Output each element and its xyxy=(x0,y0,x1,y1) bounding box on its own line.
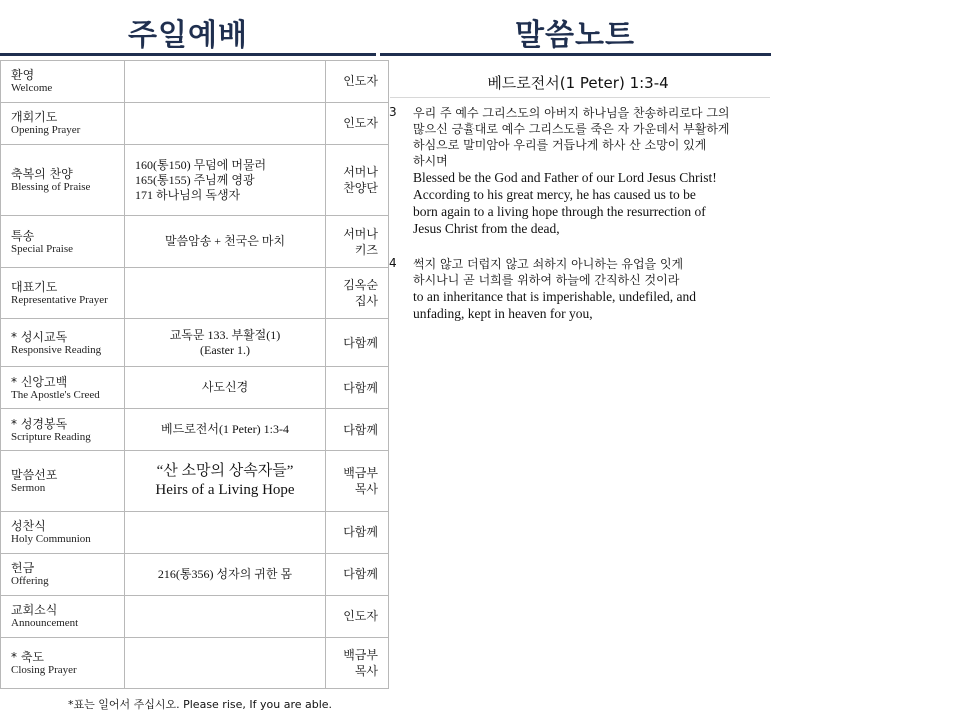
rise-footnote: *표는 일어서 주십시오. Please rise, If you are able. xyxy=(68,698,333,711)
order-item-content xyxy=(125,511,326,553)
order-item-label xyxy=(1,451,125,512)
leader-line: 다함께 xyxy=(343,380,378,395)
order-item-english: Responsive Reading xyxy=(11,343,102,356)
order-item-korean: 환영 xyxy=(11,68,35,83)
order-item-label xyxy=(1,319,125,367)
leader-line: 다함께 xyxy=(343,335,378,350)
order-item-leader xyxy=(326,553,389,595)
order-content-line: Heirs of a Living Hope xyxy=(155,481,295,498)
worship-title: 주일예배 xyxy=(128,18,248,53)
order-row xyxy=(1,595,389,637)
order-content-line: “산 소망의 상속자들” xyxy=(156,462,294,479)
order-item-english: Holy Communion xyxy=(11,533,91,546)
order-content-line: 160(통150) 무덤에 머물러 xyxy=(135,157,267,172)
order-item-label xyxy=(1,367,125,409)
order-of-worship-table xyxy=(0,60,389,689)
leader-line: 목사 xyxy=(354,481,378,496)
leader-line: 다함께 xyxy=(343,422,378,437)
order-item-content xyxy=(125,367,326,409)
leader-line: 목사 xyxy=(354,663,378,678)
leader-line: 김옥순 xyxy=(343,277,378,292)
order-item-english: Opening Prayer xyxy=(11,124,81,137)
order-item-korean: 개회기도 xyxy=(11,110,58,125)
verse-ko-line: 하시며 xyxy=(413,154,448,168)
leader-line: 인도자 xyxy=(343,609,378,624)
order-row xyxy=(1,144,389,216)
order-item-label xyxy=(1,511,125,553)
leader-line: 백금부 xyxy=(343,465,378,480)
reference-divider xyxy=(390,97,770,98)
order-item-label xyxy=(1,595,125,637)
order-item-korean: * 성경봉독 xyxy=(11,416,68,431)
order-item-leader xyxy=(326,367,389,409)
order-item-english: Closing Prayer xyxy=(11,663,77,676)
order-row xyxy=(1,409,389,451)
verse-ko-line: 우리 주 예수 그리스도의 아버지 하나님을 찬송하리로다 그의 xyxy=(413,106,730,120)
order-item-leader xyxy=(326,144,389,216)
order-item-leader xyxy=(326,595,389,637)
order-item-content xyxy=(125,144,326,216)
order-item-label xyxy=(1,637,125,688)
title-rule-left xyxy=(0,53,376,56)
order-item-korean: 대표기도 xyxy=(11,279,58,294)
order-row xyxy=(1,367,389,409)
order-row xyxy=(1,451,389,512)
order-item-english: The Apostle's Creed xyxy=(11,388,100,401)
order-item-label xyxy=(1,216,125,267)
verse-ko-line: 많으신 긍휼대로 예수 그리스도를 죽은 자 가운데서 부활하게 xyxy=(413,122,730,136)
leader-line: 서머나 xyxy=(343,165,378,180)
order-item-korean: * 신앙고백 xyxy=(11,374,68,389)
order-content-line: 말씀암송 + 천국은 마치 xyxy=(164,234,286,249)
leader-line: 키즈 xyxy=(354,242,378,257)
leader-line: 다함께 xyxy=(343,525,378,540)
order-item-korean: 교회소식 xyxy=(11,603,58,618)
order-item-english: Sermon xyxy=(11,481,46,494)
verse-3 xyxy=(389,105,769,237)
order-item-label xyxy=(1,267,125,318)
verse-number: 4 xyxy=(389,256,397,270)
order-item-korean: 말씀선포 xyxy=(11,467,58,482)
order-row xyxy=(1,102,389,144)
order-item-korean: 특송 xyxy=(11,228,35,243)
order-item-content xyxy=(125,595,326,637)
order-row xyxy=(1,319,389,367)
leader-line: 찬양단 xyxy=(343,181,378,196)
scripture-reference: 베드로전서(1 Peter) 1:3-4 xyxy=(487,74,669,92)
order-item-label xyxy=(1,409,125,451)
order-item-leader xyxy=(326,102,389,144)
title-rule-right xyxy=(380,53,771,56)
order-row xyxy=(1,553,389,595)
order-row xyxy=(1,216,389,267)
order-item-english: Announcement xyxy=(11,617,79,630)
order-row xyxy=(1,511,389,553)
order-item-leader xyxy=(326,267,389,318)
order-item-leader xyxy=(326,319,389,367)
order-content-line: 베드로전서(1 Peter) 1:3-4 xyxy=(161,422,289,437)
order-item-korean: 성찬식 xyxy=(11,519,46,534)
order-content-line: 216(통356) 성자의 귀한 몸 xyxy=(157,566,293,581)
verse-number: 3 xyxy=(389,105,397,119)
leader-line: 다함께 xyxy=(343,567,378,582)
order-item-label xyxy=(1,144,125,216)
order-row xyxy=(1,61,389,103)
leader-line: 인도자 xyxy=(343,74,378,89)
order-item-english: Offering xyxy=(11,575,49,588)
leader-line: 백금부 xyxy=(343,647,378,662)
order-item-english: Representative Prayer xyxy=(11,293,108,306)
leader-line: 집사 xyxy=(354,293,378,308)
order-item-leader xyxy=(326,61,389,103)
order-item-content xyxy=(125,267,326,318)
verse-en-line: unfading, kept in heaven for you, xyxy=(413,306,593,321)
order-item-content xyxy=(125,216,326,267)
order-item-content xyxy=(125,637,326,688)
order-row xyxy=(1,637,389,688)
order-item-label xyxy=(1,61,125,103)
verse-4 xyxy=(389,256,769,322)
order-item-english: Blessing of Praise xyxy=(11,181,91,194)
verse-en-line: Jesus Christ from the dead, xyxy=(413,221,560,236)
order-row xyxy=(1,267,389,318)
order-item-content xyxy=(125,451,326,512)
verse-ko-line: 하심으로 말미암아 우리를 거듭나게 하사 산 소망이 있게 xyxy=(413,138,707,152)
order-item-label xyxy=(1,102,125,144)
verse-en-line: According to his great mercy, he has caused us to be xyxy=(413,187,696,202)
order-item-korean: 축복의 찬양 xyxy=(11,167,73,182)
order-content-line: 사도신경 xyxy=(201,380,249,395)
order-item-english: Scripture Reading xyxy=(11,430,91,443)
order-content-line: 교독문 133. 부활절(1) xyxy=(169,327,281,342)
order-item-korean: * 축도 xyxy=(11,649,44,664)
order-item-english: Special Praise xyxy=(11,242,74,255)
order-content-line: (Easter 1.) xyxy=(200,342,250,357)
verse-en-line: born again to a living hope through the resurrection of xyxy=(413,204,706,219)
order-item-leader xyxy=(326,216,389,267)
verse-en-line: to an inheritance that is imperishable, undefiled, and xyxy=(413,289,697,304)
order-item-content xyxy=(125,61,326,103)
order-item-leader xyxy=(326,451,389,512)
order-item-english: Welcome xyxy=(11,82,53,95)
order-item-leader xyxy=(326,511,389,553)
order-item-leader xyxy=(326,637,389,688)
sermon-notes-title: 말씀노트 xyxy=(515,18,635,53)
order-item-content xyxy=(125,319,326,367)
verse-en-line: Blessed be the God and Father of our Lord Jesus Christ! xyxy=(413,170,717,185)
order-content-line: 171 하나님의 독생자 xyxy=(135,187,241,202)
leader-line: 서머나 xyxy=(343,226,378,241)
order-item-content xyxy=(125,102,326,144)
order-item-content xyxy=(125,553,326,595)
order-content-line: 165(통155) 주님께 영광 xyxy=(135,172,255,187)
verse-ko-line: 썩지 않고 더럽지 않고 쇠하지 아니하는 유업을 잇게 xyxy=(413,257,684,271)
order-item-label xyxy=(1,553,125,595)
order-item-content xyxy=(125,409,326,451)
order-item-korean: 헌금 xyxy=(11,561,35,576)
order-item-korean: * 성시교독 xyxy=(11,329,68,344)
verse-ko-line: 하시나니 곧 너희를 위하여 하늘에 간직하신 것이라 xyxy=(413,273,680,287)
order-item-leader xyxy=(326,409,389,451)
leader-line: 인도자 xyxy=(343,116,378,131)
